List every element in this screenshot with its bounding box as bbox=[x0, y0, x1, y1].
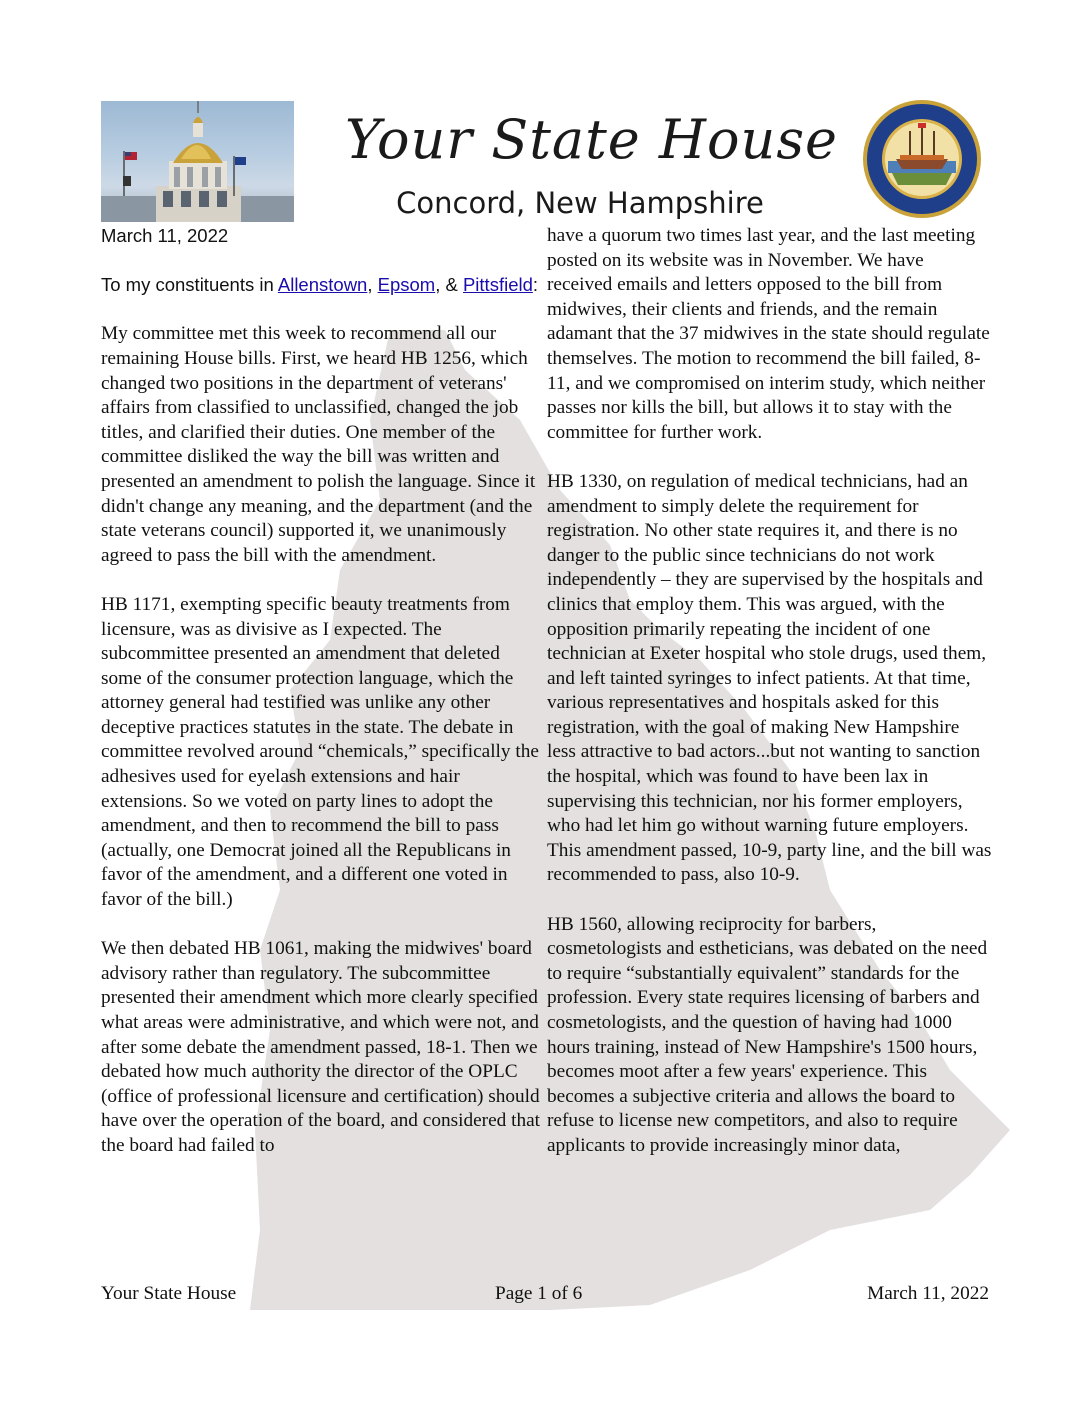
greeting-suffix: : bbox=[532, 274, 539, 296]
greeting-prefix: To my constituents in bbox=[101, 274, 278, 296]
new-hampshire-state-seal-icon bbox=[862, 99, 982, 219]
greeting-separator-2: , & bbox=[435, 274, 463, 296]
link-pittsfield[interactable]: Pittsfield bbox=[462, 274, 533, 296]
right-column bbox=[547, 224, 992, 1183]
newsletter-title: Your State House bbox=[345, 108, 838, 171]
dome-illustration bbox=[101, 101, 294, 222]
left-column bbox=[101, 224, 541, 1183]
paragraph-hb1061: We then debated HB 1061, making the midwives' board advisory rather than regulatory. The subcommittee presented their amendment which more clearly specified what areas were administrative, and which were not, and after some debate the amendment passed, 18-1. Then we debated how much authority the director of the OPLC (office of professional licensure and certification) should have over the operation of the board, and considered that the board had failed to bbox=[101, 938, 541, 1156]
footer-publication-name: Your State House bbox=[101, 1283, 237, 1304]
footer-date: March 11, 2022 bbox=[867, 1283, 989, 1304]
footer-page-number: Page 1 of 6 bbox=[495, 1283, 583, 1304]
paragraph-hb1061-continued: have a quorum two times last year, and the last meeting posted on its website was in November. We have received emails and letters opposed to the bill from midwives, their clients and friends, and the remain adamant that the 37 midwives in the state should regulate themselves. The motion to recommend the bill failed, 8-11, and we compromised on interim study, which neither passes nor kills the bill, but allows it to stay with the committee for further work. bbox=[547, 225, 990, 443]
letter-date: March 11, 2022 bbox=[101, 225, 229, 246]
link-epsom[interactable]: Epsom bbox=[377, 274, 436, 296]
link-allenstown[interactable]: Allenstown bbox=[277, 274, 368, 296]
state-house-dome-photo bbox=[101, 101, 294, 222]
paragraph-hb1256: My committee met this week to recommend all our remaining House bills. First, we heard HB 1256, which changed two positions in the department of veterans' affairs from classified to unclassified, changed the job titles, and clarified their duties. One member of the committee disliked the way the bill was written and presented an amendment to polish the language. Since it didn't change any meaning, and the department (and the state veterans council) supported it, we unanimously agreed to pass the bill with the amendment. bbox=[101, 323, 536, 566]
paragraph-hb1171: HB 1171, exempting specific beauty treatments from licensure, was as divisive as I expected. The subcommittee presented an amendment that deleted some of the consumer protection language, which the attorney general had testified was unlike any other deceptive practices statutes in the state. The debate in committee revolved around “chemicals,” specifically the adhesives used for eyelash extensions and hair extensions. So we voted on party lines to adopt the amendment, and then to recommend the bill to pass (actually, one Democrat joined all the Republicans in favor of the amendment, and a different one voted in favor of the bill.) bbox=[101, 593, 539, 911]
paragraph-hb1560: HB 1560, allowing reciprocity for barbers, cosmetologists and estheticians, was debated on the need to require “substantially equivalent” standards for the profession. Every state requires licensing of barbers and cosmetologists, and the question of having had 1000 hours training, instead of New Hampshire's 1500 hours, becomes moot after a few years' experience. This becomes a subjective criteria and allows the board to refuse to license new competitors, and also to require applicants to provide increasingly minor data, bbox=[547, 913, 988, 1156]
paragraph-hb1330: HB 1330, on regulation of medical technicians, had an amendment to simply delete the requirement for registration. No other state requires it, and there is no danger to the public since technicians do not work independently – they are supervised by the hospitals and clinics that employ them. This was argued, with the opposition primarily repeating the incident of one technician at Exeter hospital who stole drugs, used them, and left tainted syringes to infect patients. At that time, various representatives and hospitals asked for this registration, with the goal of making New Hampshire less attractive to bad actors...but not wanting to sanction the hospital, which was found to have been lax in supervising this technician, nor his former employers, who had let him go without warning future employers. This amendment passed, 10-9, party line, and the bill was recommended to pass, also 10-9. bbox=[547, 470, 992, 886]
greeting-separator-1: , bbox=[367, 274, 378, 296]
newsletter-subtitle: Concord, New Hampshire bbox=[396, 186, 764, 220]
greeting bbox=[101, 273, 541, 298]
page-footer bbox=[101, 1283, 989, 1309]
newsletter-header bbox=[0, 0, 1088, 230]
